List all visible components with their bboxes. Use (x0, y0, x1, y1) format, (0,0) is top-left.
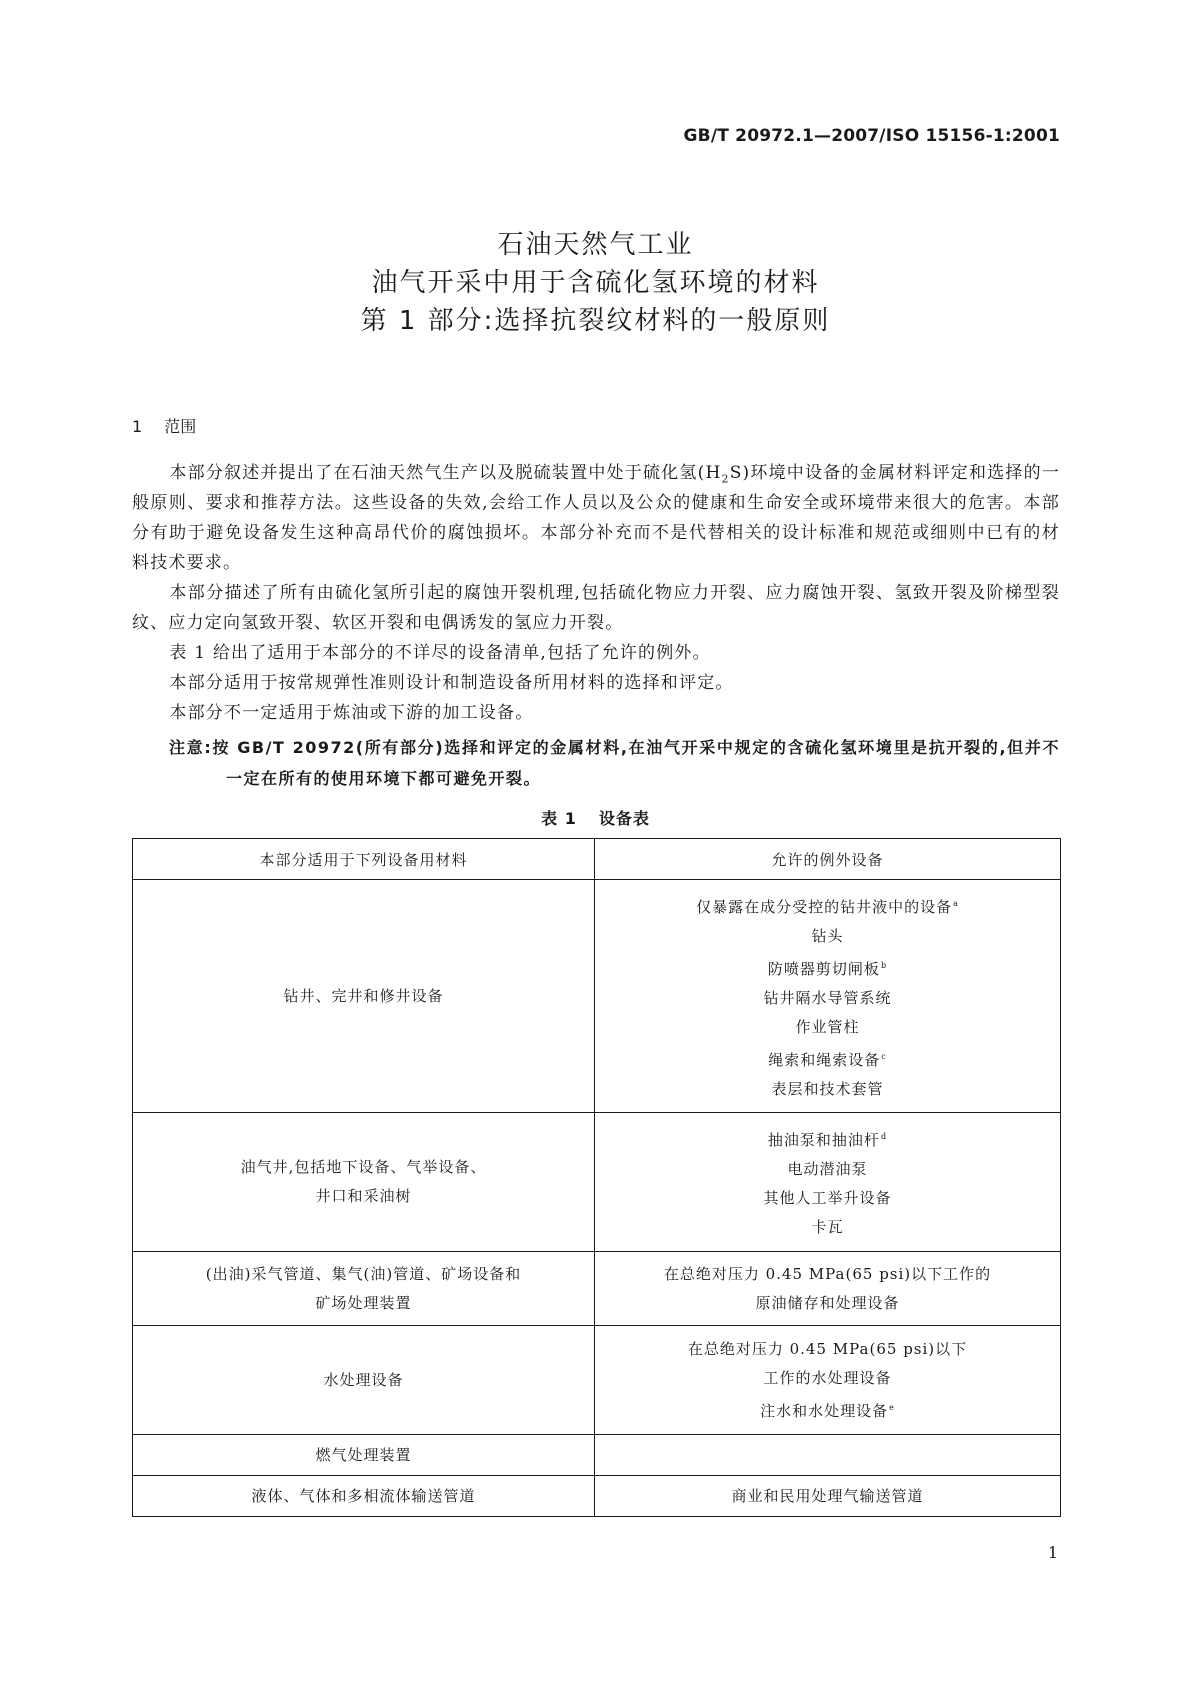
standard-code: GB/T 20972.1—2007/ISO 15156-1:2001 (683, 126, 1060, 146)
caution-note: 注意:按 GB/T 20972(所有部分)选择和评定的金属材料,在油气开采中规定的含硫化氢环境里是抗开裂的,但并不一定在所有的使用环境下都可避免开裂。 (169, 738, 1060, 788)
table-row (133, 1113, 1061, 1252)
cell-text: 燃气处理装置 (315, 1445, 412, 1464)
cell-line (603, 1013, 1052, 1042)
exception-equipment-cell (595, 1476, 1061, 1517)
cell-line (603, 1393, 1052, 1426)
cell-line (603, 1289, 1052, 1318)
footnote-mark: c (881, 1051, 887, 1061)
page-number: 1 (1047, 1543, 1058, 1562)
cell-text: 工作的水处理设备 (763, 1368, 892, 1387)
cell-line (603, 1213, 1052, 1242)
exception-equipment-cell (595, 1435, 1061, 1476)
cell-text: 注水和水处理设备 (760, 1401, 889, 1420)
table-row (133, 880, 1061, 1113)
cell-line (603, 1122, 1052, 1155)
footnote-mark: d (880, 1132, 888, 1141)
applicable-equipment-cell (133, 1435, 595, 1476)
cell-text: 抽油泵和抽油杆 (767, 1131, 880, 1149)
cell-text: 液体、气体和多相流体输送管道 (251, 1486, 476, 1505)
cell-text: 钻头 (811, 926, 844, 945)
cell-text: 表层和技术套管 (771, 1079, 884, 1098)
section-number: 1 (132, 417, 143, 436)
cell-line (603, 1482, 1052, 1511)
table-caption-title: 设备表 (598, 809, 650, 828)
cell-text: 井口和采油树 (315, 1187, 412, 1205)
paragraph-3: 表 1 给出了适用于本部分的不详尽的设备清单,包括了允许的例外。 (169, 643, 711, 663)
footnote-mark: e (889, 1402, 895, 1412)
applicable-equipment-cell (133, 1476, 595, 1517)
table-caption-number: 表 1 (541, 809, 577, 828)
body-text (132, 458, 1060, 794)
cell-text: 电动潜油泵 (787, 1160, 868, 1178)
title-line-2: 油气开采中用于含硫化氢环境的材料 (371, 268, 820, 298)
footnote-mark: b (880, 960, 888, 970)
cell-text: 钻井隔水导管系统 (763, 988, 892, 1007)
paragraph-5: 本部分不一定适用于炼油或下游的加工设备。 (169, 703, 534, 723)
paragraph-1: 本部分叙述并提出了在石油天然气生产以及脱硫装置中处于硫化氢$(H_2S)$环境中设备的金属材料评定和选择的一般原则、要求和推荐方法。这些设备的失效,会给工作人员以及公众的健康和生命安全或环境带来很大的危害。本部分有助于避免设备发生这种高昂代价的腐蚀损坏。本部分补充而不是代替相关的设计标准和规范或细则中已有的材料技术要求。 (132, 463, 1061, 573)
cell-line (603, 1155, 1052, 1184)
cell-line (603, 889, 1052, 922)
table-row (133, 1476, 1061, 1517)
cell-text: 其他人工举升设备 (763, 1189, 892, 1207)
equipment-table (132, 838, 1061, 1517)
cell-line (603, 1364, 1052, 1393)
cell-text: 在总绝对压力 0.45 MPa(65 psi)以下 (687, 1339, 968, 1358)
cell-line (603, 1335, 1052, 1364)
cell-text: 在总绝对压力 0.45 MPa(65 psi)以下工作的 (663, 1264, 992, 1283)
cell-text: 商业和民用处理气输送管道 (731, 1486, 924, 1505)
paragraph-2: 本部分描述了所有由硫化氢所引起的腐蚀开裂机理,包括硫化物应力开裂、应力腐蚀开裂、氢致开裂及阶梯型裂纹、应力定向氢致开裂、软区开裂和电偶诱发的氢应力开裂。 (132, 583, 1060, 633)
applicable-equipment-cell (133, 1113, 595, 1252)
section-heading (132, 414, 196, 437)
cell-text: 防喷器剪切闸板 (767, 959, 880, 978)
cell-text: 原油储存和处理设备 (755, 1293, 900, 1312)
applicable-equipment-cell (133, 880, 595, 1113)
cell-text: 水处理设备 (323, 1370, 404, 1389)
exception-equipment-cell (595, 1326, 1061, 1435)
applicable-equipment-cell (133, 1252, 595, 1326)
cell-line (603, 984, 1052, 1013)
table-row (133, 1435, 1061, 1476)
paragraph-4: 本部分适用于按常规弹性准则设计和制造设备所用材料的选择和评定。 (169, 673, 734, 693)
title-line-1: 石油天然气工业 (497, 230, 694, 260)
table-row (133, 1326, 1061, 1435)
table-header-right: 允许的例外设备 (595, 839, 1061, 880)
footnote-mark: a (953, 898, 959, 908)
applicable-equipment-cell (133, 1326, 595, 1435)
cell-text: 矿场处理装置 (315, 1293, 412, 1312)
cell-text: 作业管柱 (795, 1017, 860, 1036)
exception-equipment-cell (595, 880, 1061, 1113)
cell-line (603, 951, 1052, 984)
subscript: 2 (721, 472, 730, 486)
cell-line (603, 1184, 1052, 1213)
cell-text: (出油)采气管道、集气(油)管道、矿场设备和 (205, 1264, 522, 1283)
table-caption (0, 806, 1191, 829)
table-header-left: 本部分适用于下列设备用材料 (133, 839, 595, 880)
cell-line (603, 1042, 1052, 1075)
table-row (133, 1252, 1061, 1326)
table-header-row (133, 839, 1061, 880)
exception-equipment-cell (595, 1252, 1061, 1326)
cell-text: 油气井,包括地下设备、气举设备、 (240, 1158, 487, 1176)
cell-line (603, 1075, 1052, 1104)
cell-text: 绳索和绳索设备 (768, 1050, 881, 1069)
title-line-3: 第 1 部分:选择抗裂纹材料的一般原则 (360, 306, 831, 336)
cell-text: 仅暴露在成分受控的钻井液中的设备 (696, 897, 953, 916)
cell-text: 钻井、完井和修井设备 (283, 986, 444, 1005)
exception-equipment-cell (595, 1113, 1061, 1252)
cell-line (603, 1260, 1052, 1289)
cell-text: 卡瓦 (811, 1218, 844, 1236)
section-title: 范围 (164, 417, 197, 436)
document-title (0, 226, 1191, 340)
cell-line (603, 922, 1052, 951)
